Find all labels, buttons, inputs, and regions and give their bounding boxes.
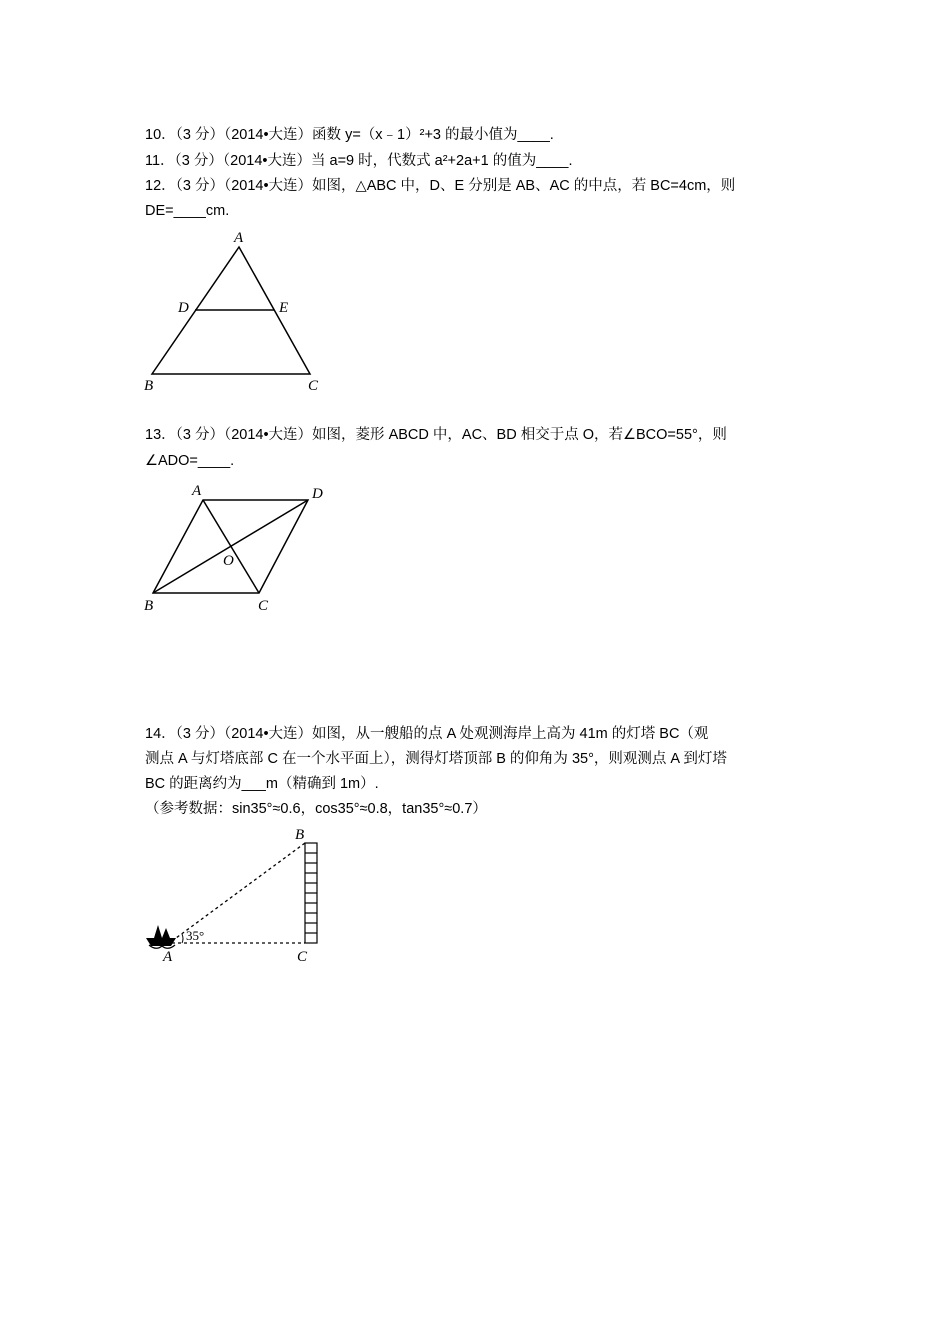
diagonal-bd — [153, 500, 308, 593]
question-10-line-1: 10．（3 分）（2014•大连）函数 y=（x﹣1）²+3 的最小值为____. — [145, 127, 554, 143]
angle-arc — [182, 934, 183, 943]
question-13-line-2: ∠ADO=____. — [145, 453, 235, 469]
label-a: A — [192, 483, 202, 499]
label-a: A — [234, 230, 244, 246]
label-a: A — [163, 949, 173, 965]
label-b: B — [144, 378, 154, 394]
lighthouse-tower — [305, 843, 317, 943]
triangle-figure — [140, 228, 330, 396]
label-c: C — [308, 378, 319, 394]
question-14-line-3: BC 的距离约为___m（精确到 1m）. — [145, 776, 379, 792]
label-b: B — [295, 827, 305, 843]
question-12-line-2: DE=____cm. — [145, 203, 230, 219]
question-14-line-4: （参考数据：sin35°≈0.6，cos35°≈0.8，tan35°≈0.7） — [145, 801, 487, 817]
question-14-line-2: 测点 A 与灯塔底部 C 在一个水平面上），测得灯塔顶部 B 的仰角为 35°，则观测点 A 到灯塔 — [145, 751, 727, 767]
ship-icon — [146, 925, 176, 948]
label-c: C — [258, 598, 269, 614]
label-o: O — [223, 553, 234, 569]
question-12-line-1: 12．（3 分）（2014•大连）如图，△ABC 中，D、E 分别是 AB、AC 的中点，若 BC=4cm，则 — [145, 178, 736, 194]
label-e: E — [279, 300, 289, 316]
label-b: B — [144, 598, 154, 614]
line-of-sight-ab — [172, 843, 305, 941]
label-c: C — [297, 949, 308, 965]
question-14-line-1: 14．（3 分）（2014•大连）如图，从一艘船的点 A 处观测海岸上高为 41m 的灯塔 BC（观 — [145, 726, 709, 742]
question-13-line-1: 13．（3 分）（2014•大连）如图，菱形 ABCD 中，AC、BD 相交于点 O，若∠BCO=55°，则 — [145, 427, 727, 443]
question-11-line-1: 11．（3 分）（2014•大连）当 a=9 时，代数式 a²+2a+1 的值为____. — [145, 153, 573, 169]
rhombus-figure — [140, 478, 335, 618]
label-d: D — [178, 300, 189, 316]
angle-label: 35° — [186, 928, 205, 943]
lighthouse-figure — [140, 825, 340, 970]
label-d: D — [312, 486, 323, 502]
